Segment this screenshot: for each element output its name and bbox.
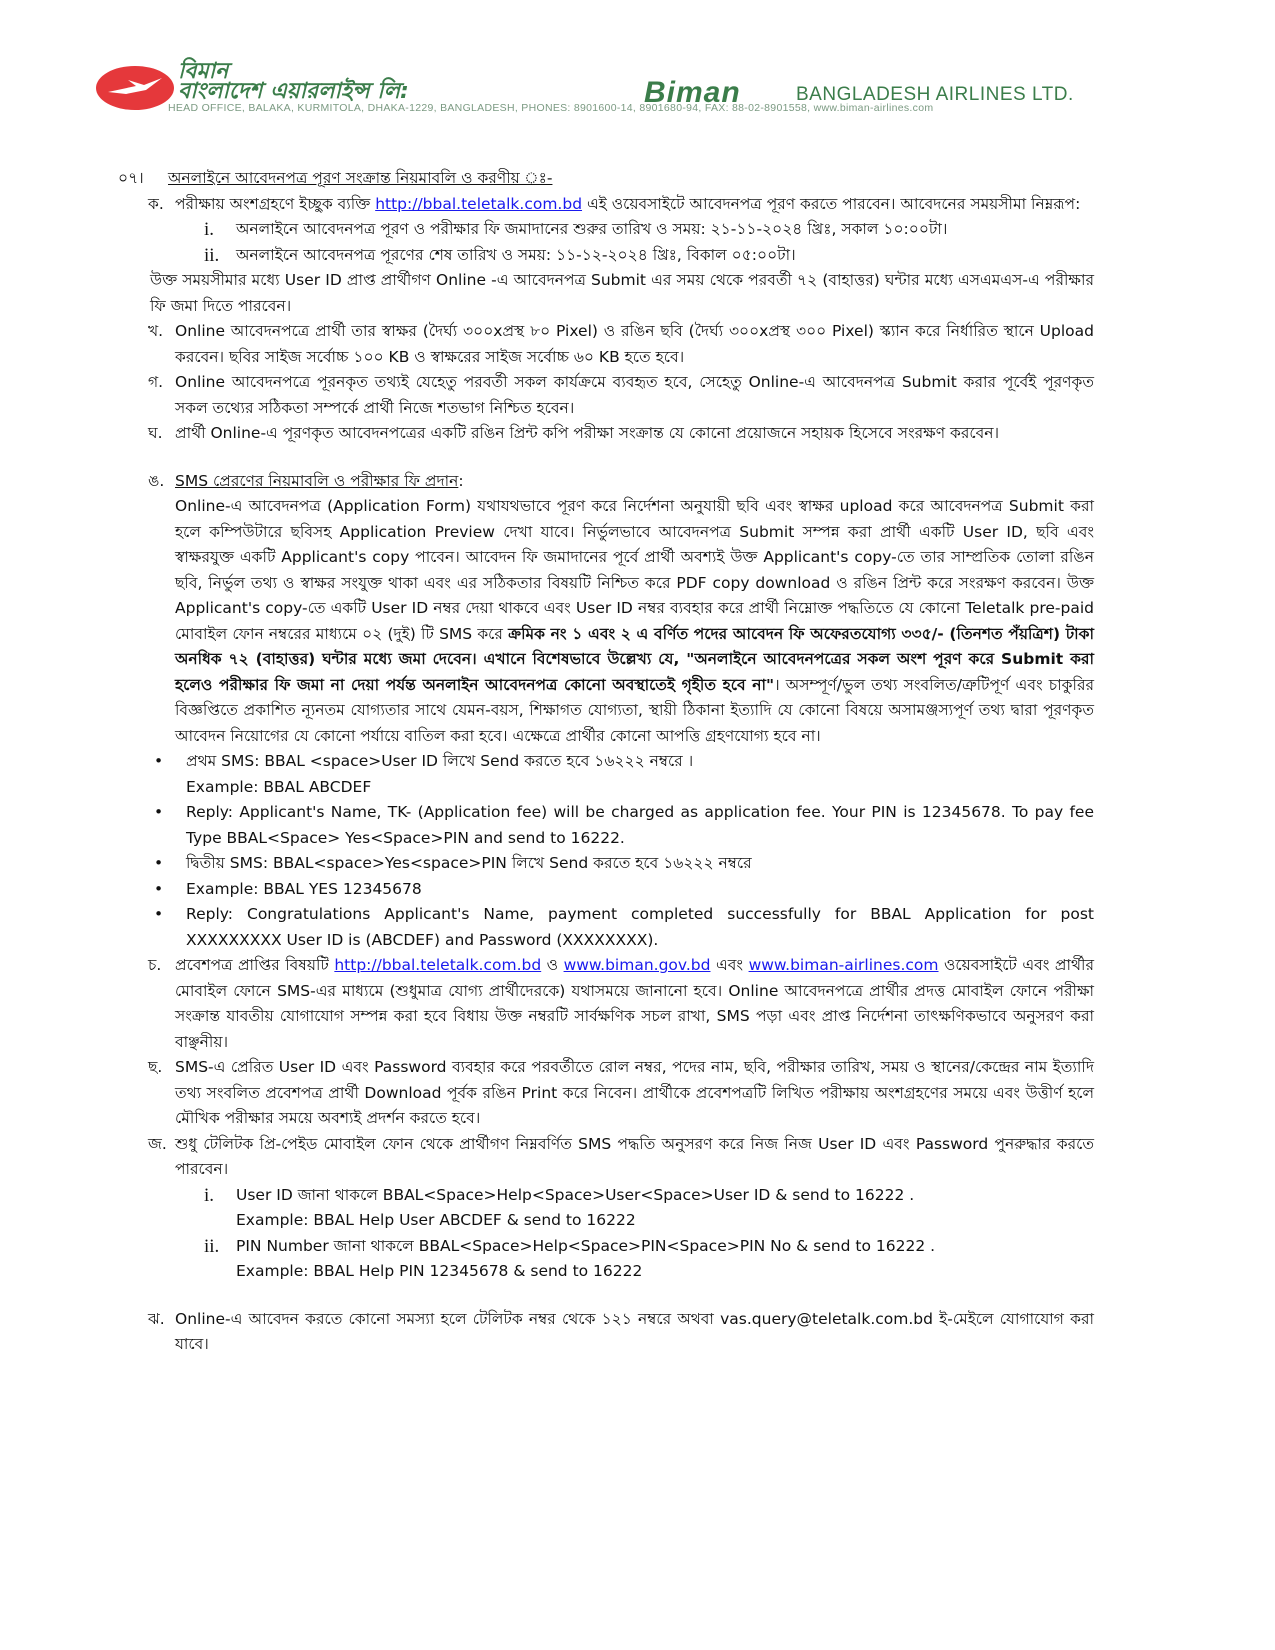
item-text: পরীক্ষায় অংশগ্রহণে ইচ্ছুক ব্যক্তি <box>175 194 376 213</box>
bullet-item <box>118 851 1094 877</box>
bullet-text: প্রথম SMS: BBAL <space>User ID লিখে Send করতে হবে ১৬২২২ নম্বরে । <box>186 752 694 770</box>
bullet-item <box>118 800 1094 851</box>
item-text: ওয়েবসাইটে এবং প্রার্থীর মোবাইল ফোনে SMS-এর মাধ্যমে (শুধুমাত্র যোগ্য প্রার্থীদেরকে) যথাসময়ে জানানো হবে। Online আবেদনপত্রে প্রার্থীর প্রদত্ত মোবাইল ফোনে পরীক্ষা সংক্রান্ত যাবতীয় যোগাযোগ সম্পন্ন করা হবে বিধায় উক্ত নম্বরটি সার্বক্ষণিক সচল রাখা, SMS পড়া এবং প্রাপ্ত নির্দেশনা তাৎক্ষণিকভাবে অনুসরণ করা বাঞ্ছনীয়। <box>175 956 1094 1051</box>
item-gha <box>118 421 1094 447</box>
bullet-text: দ্বিতীয় SMS: BBAL<space>Yes<space>PIN লিখে Send করতে হবে ১৬২২২ নম্বরে <box>186 854 752 872</box>
item-text: এবং <box>710 956 749 974</box>
logo-bn-line1: বিমান <box>178 59 229 84</box>
recover-pin-text: PIN Number জানা থাকলে BBAL<Space>Help<Space>PIN<Space>PIN No & send to 16222 . <box>236 1236 936 1255</box>
logo-biman: Biman <box>644 76 741 109</box>
sub-item <box>118 1183 1094 1234</box>
sub-marker: ii. <box>204 244 220 266</box>
item-text: শুধু টেলিটক প্রি-পেইড মোবাইল ফোন থেকে প্রার্থীগণ নিম্নবর্ণিত SMS পদ্ধতি অনুসরণ করে নিজ নিজ User ID এবং Password পুনরুদ্ধার করতে পারবেন। <box>175 1134 1094 1178</box>
item-marker: জ. <box>148 1134 167 1153</box>
section-number: ০৭। <box>118 169 144 187</box>
item-text: এই ওয়েবসাইটে আবেদনপত্র পূরণ করতে পারবেন। আবেদনের সময়সীমা নিম্নরূপ: <box>582 194 1081 213</box>
example-text: Example: BBAL Help User ABCDEF & send to 16222 <box>236 1211 636 1229</box>
bullet-item <box>118 902 1094 953</box>
item-marker: ঝ. <box>148 1309 165 1328</box>
item-text: ও <box>541 956 564 974</box>
bullet-icon: • <box>154 803 164 821</box>
sub-item <box>118 1234 1094 1285</box>
sub-item <box>118 217 1094 243</box>
bullet-icon: • <box>154 752 164 770</box>
biman-airlines-link[interactable]: www.biman-airlines.com <box>748 956 939 974</box>
item-text: প্রবেশপত্র প্রাপ্তির বিষয়টি <box>175 956 335 974</box>
title-colon: : <box>458 471 464 490</box>
document-body <box>118 166 1094 1358</box>
biman-gov-link[interactable]: www.biman.gov.bd <box>563 956 711 974</box>
item-marker: ক. <box>148 194 164 213</box>
section-heading <box>118 166 1094 192</box>
teletalk-link[interactable]: http://bbal.teletalk.com.bd <box>375 194 583 213</box>
bullet-text: Reply: Congratulations Applicant's Name, payment completed successfully for BBAL Application for post XXXXXXXXX User ID is (ABCDEF) and Password (XXXXXXXX). <box>186 905 1094 949</box>
bullet-example: Example: BBAL ABCDEF <box>186 777 372 796</box>
bullet-text: Reply: Applicant's Name, TK- (Application fee) will be charged as application fee. Your PIN is 12345678. To pay fee Type BBAL<Space> Yes<Space>PIN and send to 16222. <box>186 803 1094 847</box>
item-kha <box>118 319 1094 370</box>
example-text: Example: BBAL Help PIN 12345678 & send to 16222 <box>236 1262 643 1280</box>
head-office-address: HEAD OFFICE, BALAKA, KURMITOLA, DHAKA-1229, BANGLADESH, PHONES: 8901600-14, 8901680-94, FAX: 88-02-8901558, www.biman-airlines.com <box>168 102 934 114</box>
item-text: Online আবেদনপত্রে পূরনকৃত তথ্যই যেহেতু পরবর্তী সকল কার্যক্রমে ব্যবহৃত হবে, সেহেতু Online-এ আবেদনপত্র Submit করার পূর্বেই পূরণকৃত সকল তথ্যের সঠিকতা সম্পর্কে প্রার্থী নিজে শতভাগ নিশ্চিত হবেন। <box>175 373 1094 417</box>
fee-emphasis: ক্রমিক নং ১ এবং ২ এ বর্ণিত পদের আবেদন ফি অফেরতযোগ্য ৩৩৫/- (তিনশত পঁয়ত্রিশ) টাকা অনধিক ৭২ (বাহাত্তর) ঘন্টার মধ্যে জমা দেবেন। এখানে বিশেষভাবে উল্লেখ্য যে, "অনলাইনে আবেদনপত্রের সকল অংশ পূরণ করে Submit করা হলেও পরীক্ষার ফি জমা না দেয়া পর্যন্ত অনলাইন আবেদনপত্র কোনো অবস্থাতেই গৃহীত হবে না" <box>175 624 1094 694</box>
item-ga <box>118 370 1094 421</box>
end-date-text: অনলাইনে আবেদনপত্র পূরণের শেষ তারিখ ও সময়: ১১-১২-২০২৪ খ্রিঃ, বিকাল ০৫:০০টা। <box>236 245 796 264</box>
fee-note: উক্ত সময়সীমার মধ্যে User ID প্রাপ্ত প্রার্থীগণ Online -এ আবেদনপত্র Submit এর সময় থেকে পরবর্তী ৭২ (বাহাত্তর) ঘন্টার মধ্যে এসএমএস-এ পরীক্ষার ফি জমা দিতে পারবেন। <box>150 271 1094 315</box>
teletalk-link[interactable]: http://bbal.teletalk.com.bd <box>334 956 542 974</box>
bullet-item <box>118 749 1094 800</box>
bullet-icon: • <box>154 879 164 898</box>
item-ca <box>118 953 1094 1055</box>
recover-userid-text: User ID জানা থাকলে BBAL<Space>Help<Space>User<Space>User ID & send to 16222 . <box>236 1185 915 1204</box>
item-marker: ঘ. <box>148 424 163 442</box>
bullet-text: Example: BBAL YES 12345678 <box>186 879 422 898</box>
logo-bengali-name <box>178 59 409 104</box>
logo-bn-line2: বাংলাদেশ এয়ারলাইন্স লি: <box>178 79 409 104</box>
sms-rules-title: SMS প্রেরণের নিয়মাবলি ও পরীক্ষার ফি প্রদান <box>175 471 459 490</box>
item-text: প্রার্থী Online-এ পূরণকৃত আবেদনপত্রের একটি রঙিন প্রিন্ট কপি পরীক্ষা সংক্রান্ত যে কোনো প্রয়োজনে সহায়ক হিসেবে সংরক্ষণ করবেন। <box>175 424 1000 442</box>
item-jha <box>118 1307 1094 1358</box>
item-ka <box>118 192 1094 218</box>
sub-marker: ii. <box>204 1235 220 1257</box>
sub-marker: i. <box>204 1184 215 1206</box>
item-text: Online-এ আবেদনপত্র (Application Form) যথাযথভাবে পূরণ করে নির্দেশনা অনুযায়ী ছবি এবং স্বাক্ষর upload করে আবেদনপত্র Submit করা হলে কম্পিউটারে ছবিসহ Application Preview দেখা যাবে। নির্ভুলভাবে আবেদনপত্র Submit সম্পন্ন করা প্রার্থী একটি User ID, ছবি এবং স্বাক্ষরযুক্ত একটি Applicant's copy পাবেন। আবেদন ফি জমাদানের পূর্বে প্রার্থী অবশ্যই উক্ত Applicant's copy-তে তার সাম্প্রতিক তোলা রঙিন ছবি, নির্ভুল তথ্য ও স্বাক্ষর সংযুক্ত থাকা এবং এর সঠিকতার বিষয়টি নিশ্চিত করে PDF copy download ও রঙিন প্রিন্ট করে সংরক্ষণ করবেন। উক্ত Applicant's copy-তে একটি User ID নম্বর দেয়া থাকবে এবং User ID নম্বর ব্যবহার করে প্রার্থী নিম্নোক্ত পদ্ধতিতে যে কোনো Teletalk pre-paid মোবাইল ফোন নম্বরের মাধ্যমে ০২ (দুই) টি SMS করে <box>175 497 1094 643</box>
section-title: অনলাইনে আবেদনপত্র পূরণ সংক্রান্ত নিয়মাবলি ও করণীয় ঃ- <box>168 169 553 187</box>
item-ja <box>118 1132 1094 1183</box>
item-text: Online-এ আবেদন করতে কোনো সমস্যা হলে টেলিটক নম্বর থেকে ১২১ নম্বরে অথবা vas.query@teletalk.com.bd ই-মেইলে যোগাযোগ করা যাবে। <box>175 1309 1094 1353</box>
bullet-icon: • <box>154 905 164 923</box>
item-marker: খ. <box>148 322 164 340</box>
item-marker: চ. <box>148 956 162 974</box>
bullet-item <box>118 877 1094 903</box>
letterhead <box>96 59 1146 122</box>
bullet-icon: • <box>154 854 164 872</box>
start-date-text: অনলাইনে আবেদনপত্র পূরণ ও পরীক্ষার ফি জমাদানের শুরুর তারিখ ও সময়: ২১-১১-২০২৪ খ্রিঃ, সকাল ১০:০০টা। <box>236 220 948 238</box>
item-marker: ঙ. <box>148 471 165 490</box>
item-cha <box>118 1055 1094 1132</box>
biman-logo-icon <box>96 66 174 110</box>
item-marker: ছ. <box>148 1058 163 1076</box>
item-uma <box>118 469 1094 750</box>
item-text: SMS-এ প্রেরিত User ID এবং Password ব্যবহার করে পরবর্তীতে রোল নম্বর, পদের নাম, ছবি, পরীক্ষার তারিখ, সময় ও স্থানের/কেন্দ্রের নাম ইত্যাদি তথ্য সংবলিত প্রবেশপত্র প্রার্থী Download পূর্বক রঙিন Print করে নিবেন। প্রার্থীকে প্রবেশপত্রটি লিখিত পরীক্ষায় অংশগ্রহণের সময়ে এবং উত্তীর্ণ হলে মৌখিক পরীক্ষার সময়ে অবশ্যই প্রদর্শন করতে হবে। <box>175 1058 1094 1127</box>
company-name: BANGLADESH AIRLINES LTD. <box>796 84 1074 105</box>
item-marker: গ. <box>148 373 164 391</box>
item-text: Online আবেদনপত্রে প্রার্থী তার স্বাক্ষর (দৈর্ঘ্য ৩০০xপ্রস্থ ৮০ Pixel) ও রঙিন ছবি (দৈর্ঘ্য ৩০০xপ্রস্থ ৩০০ Pixel) স্ক্যান করে নির্ধারিত স্থানে Upload করবেন। ছবির সাইজ সর্বোচ্চ ১০০ KB ও স্বাক্ষরের সাইজ সর্বোচ্চ ৬০ KB হতে হবে। <box>175 322 1094 366</box>
item-text: । অসম্পূর্ণ/ভুল তথ্য সংবলিত/ত্রুটিপূর্ণ এবং চাকুরির বিজ্ঞপ্তিতে প্রকাশিত ন্যূনতম যোগ্যতার সাথে যেমন-বয়স, শিক্ষাগত যোগ্যতা, স্থায়ী ঠিকানা ইত্যাদি যে কোনো বিষয়ে অসামঞ্জস্যপূর্ণ তথ্য দ্বারা পূরণকৃত আবেদন নিয়োগের যে কোনো পর্যায়ে বাতিল করা হবে। এক্ষেত্রে প্রার্থীর কোনো আপত্তি গ্রহণযোগ্য হবে না। <box>175 675 1095 745</box>
sub-marker: i. <box>204 219 215 240</box>
sub-item <box>118 243 1094 269</box>
